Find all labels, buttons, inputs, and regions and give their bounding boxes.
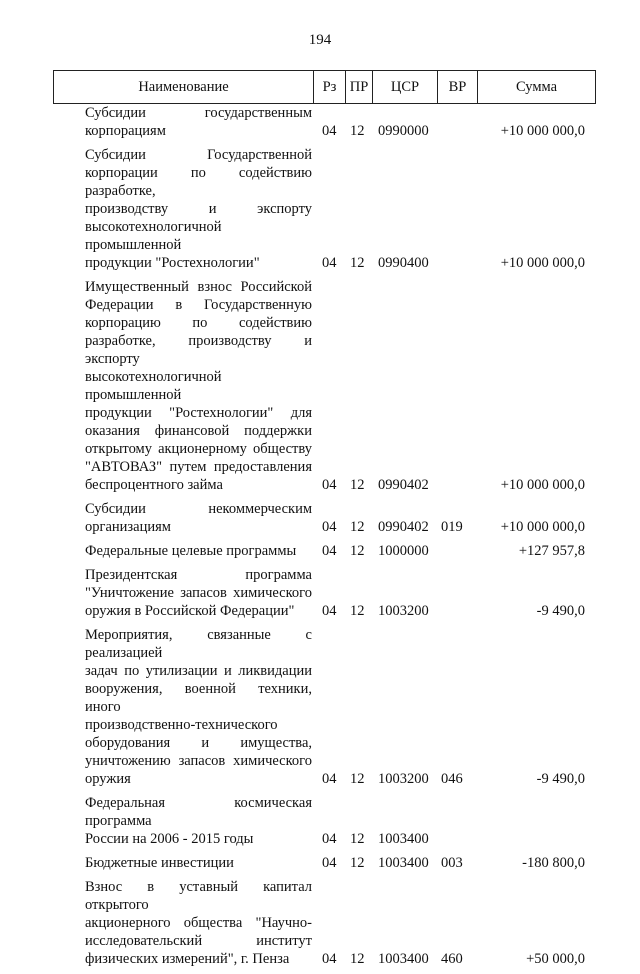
row-name-line: оружия <box>85 771 131 787</box>
row-name <box>85 794 312 848</box>
cell-rz: 04 <box>322 831 337 847</box>
cell-csr: 0990402 <box>378 477 429 493</box>
row-name-line: высокотехнологичной промышленной <box>85 219 222 253</box>
table-row <box>85 146 595 272</box>
row-name-line: Мероприятия, связанные с реализацией <box>85 627 312 661</box>
row-name-line: разработке, производству и экспорту <box>85 333 312 367</box>
table-row <box>85 104 595 140</box>
cell-rz: 04 <box>322 603 337 619</box>
row-name-line: корпорациям <box>85 123 166 139</box>
row-name-line: продукции "Ростехнологии" <box>85 255 260 271</box>
row-name-line: производственно-технического <box>85 717 278 733</box>
cell-vr: 019 <box>441 519 463 535</box>
header-csr: ЦСР <box>373 71 438 103</box>
cell-rz: 04 <box>322 477 337 493</box>
cell-pr: 12 <box>350 831 365 847</box>
table-row <box>85 500 595 536</box>
cell-csr: 1003200 <box>378 603 429 619</box>
cell-csr: 0990402 <box>378 519 429 535</box>
cell-csr: 0990400 <box>378 255 429 271</box>
row-name-line: вооружения, военной техники, иного <box>85 681 312 715</box>
cell-sum: +127 957,8 <box>518 543 585 559</box>
cell-pr: 12 <box>350 255 365 271</box>
cell-csr: 1003400 <box>378 951 429 967</box>
row-name <box>85 626 312 788</box>
table-row <box>85 542 595 560</box>
row-name-line: Субсидии государственным <box>85 105 312 121</box>
row-name-line: исследовательский институт <box>85 933 312 949</box>
table-row <box>85 566 595 620</box>
row-name-line: Взнос в уставный капитал открытого <box>85 879 312 913</box>
row-name-line: продукции "Ростехнологии" для <box>85 405 312 421</box>
cell-pr: 12 <box>350 855 365 871</box>
row-name-line: открытому акционерному обществу <box>85 441 312 457</box>
cell-csr: 1003400 <box>378 831 429 847</box>
cell-pr: 12 <box>350 603 365 619</box>
cell-sum: -9 490,0 <box>536 771 585 787</box>
cell-sum: -9 490,0 <box>536 603 585 619</box>
row-name-line: оборудования и имущества, <box>85 735 312 751</box>
row-name <box>85 500 312 536</box>
page-number: 194 <box>308 32 332 48</box>
row-name-line: организациям <box>85 519 171 535</box>
row-name-line: высокотехнологичной промышленной <box>85 369 222 403</box>
cell-csr: 0990000 <box>378 123 429 139</box>
cell-vr: 046 <box>441 771 463 787</box>
row-name-line: корпорацию по содействию <box>85 315 312 331</box>
cell-vr: 003 <box>441 855 463 871</box>
cell-rz: 04 <box>322 123 337 139</box>
cell-pr: 12 <box>350 519 365 535</box>
header-pr: ПР <box>346 71 373 103</box>
cell-sum: +10 000 000,0 <box>500 519 585 535</box>
table-body <box>85 104 595 974</box>
cell-rz: 04 <box>322 951 337 967</box>
row-name-line: "Уничтожение запасов химического <box>85 585 312 601</box>
row-name-line: физических измерений", г. Пенза <box>85 951 290 967</box>
cell-pr: 12 <box>350 771 365 787</box>
row-name-line: Имущественный взнос Российской <box>85 279 312 295</box>
row-name-line: Субсидии Государственной <box>85 147 312 163</box>
cell-csr: 1000000 <box>378 543 429 559</box>
table-row <box>85 878 595 968</box>
row-name-line: оказания финансовой поддержки <box>85 423 312 439</box>
cell-csr: 1003400 <box>378 855 429 871</box>
table-header <box>53 70 596 104</box>
header-rz: Рз <box>314 71 346 103</box>
cell-sum: -180 800,0 <box>522 855 585 871</box>
cell-sum: +10 000 000,0 <box>500 123 585 139</box>
row-name-line: акционерного общества "Научно- <box>85 915 312 931</box>
row-name <box>85 566 312 620</box>
cell-pr: 12 <box>350 477 365 493</box>
row-name-line: оружия в Российской Федерации" <box>85 603 295 619</box>
table-row <box>85 626 595 788</box>
row-name-line: Бюджетные инвестиции <box>85 855 234 871</box>
row-name-line: Федеральная космическая программа <box>85 795 312 829</box>
cell-rz: 04 <box>322 519 337 535</box>
row-name-line: уничтожению запасов химического <box>85 753 312 769</box>
cell-rz: 04 <box>322 255 337 271</box>
row-name <box>85 146 312 272</box>
header-sum: Сумма <box>515 78 558 95</box>
row-name <box>85 104 312 140</box>
cell-csr: 1003200 <box>378 771 429 787</box>
row-name <box>85 542 312 560</box>
row-name <box>85 878 312 968</box>
cell-pr: 12 <box>350 123 365 139</box>
header-vr: ВР <box>438 71 478 103</box>
row-name-line: беспроцентного займа <box>85 477 223 493</box>
row-name-line: России на 2006 - 2015 годы <box>85 831 254 847</box>
row-name-line: задач по утилизации и ликвидации <box>85 663 312 679</box>
cell-rz: 04 <box>322 855 337 871</box>
row-name <box>85 278 312 494</box>
cell-rz: 04 <box>322 543 337 559</box>
cell-rz: 04 <box>322 771 337 787</box>
cell-sum: +10 000 000,0 <box>500 477 585 493</box>
row-name-line: Федеральные целевые программы <box>85 543 297 559</box>
header-name: Наименование <box>54 71 314 103</box>
table-row <box>85 278 595 494</box>
cell-sum: +10 000 000,0 <box>500 255 585 271</box>
row-name-line: Президентская программа <box>85 567 312 583</box>
row-name-line: Федерации в Государственную <box>85 297 312 313</box>
table-row <box>85 794 595 848</box>
row-name-line: производству и экспорту <box>85 201 312 217</box>
cell-pr: 12 <box>350 543 365 559</box>
cell-sum: +50 000,0 <box>526 951 585 967</box>
cell-vr: 460 <box>441 951 463 967</box>
row-name-line: Субсидии некоммерческим <box>85 501 312 517</box>
row-name-line: "АВТОВАЗ" путем предоставления <box>85 459 312 475</box>
row-name <box>85 854 312 872</box>
row-name-line: корпорации по содействию разработке, <box>85 165 312 199</box>
table-row <box>85 854 595 872</box>
cell-pr: 12 <box>350 951 365 967</box>
